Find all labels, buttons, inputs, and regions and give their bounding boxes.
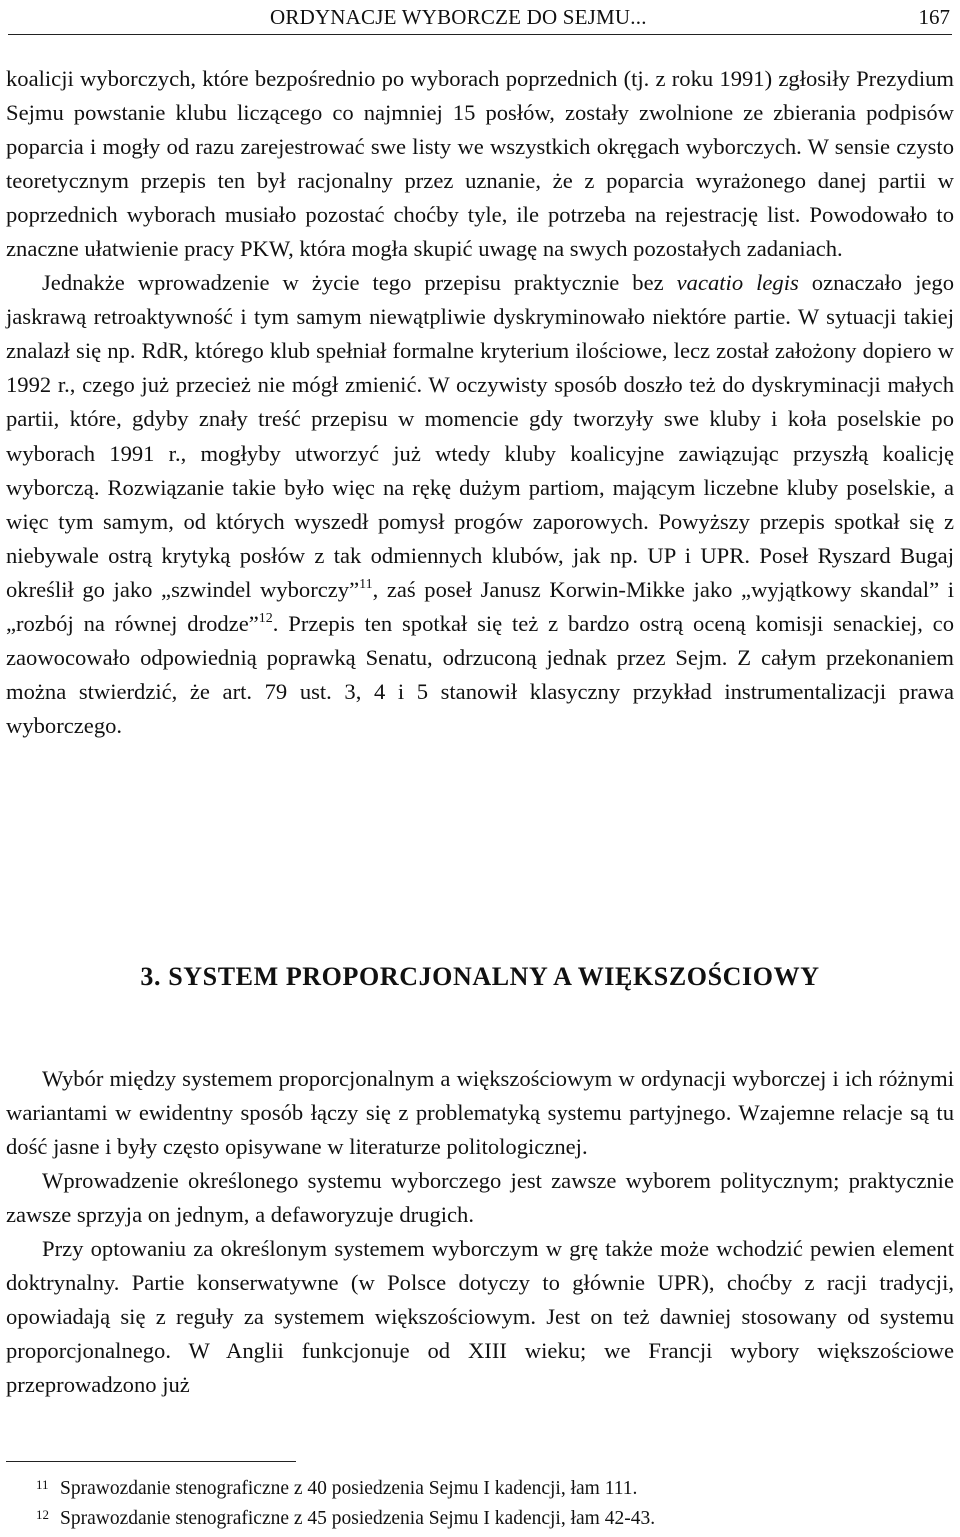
- paragraph: Wprowadzenie określonego systemu wyborczego jest zawsze wyborem politycznym; praktycznie zawsze sprzyja on jednym, a defaworyzuje drugich.: [6, 1168, 954, 1228]
- page-number: 167: [918, 5, 950, 29]
- latin-term: vacatio legis: [676, 270, 799, 296]
- footnote-separator: [6, 1461, 296, 1462]
- footnote-text: Sprawozdanie stenograficzne z 40 posiedzenia Sejmu I kadencji, łam 111.: [60, 1478, 638, 1499]
- paragraph-text: oznaczało jego jaskrawą retroaktywność i tym samym niewątpliwie dyskryminowało niektóre partie. W sytuacji takiej znalazł się np. RdR, którego klub spełniał formalne kryterium ilościowe, lecz został założony dopiero w 1992 r., czego już przecież nie mógł zmienić. W oczywisty sposób doszło też do dyskryminacji małych partii, które, gdyby znały treść przepisu w momencie gdy tworzyły swe kluby i koła poselskie po wyborach 1991 r., mogłyby utworzyć już wtedy kluby koalicyjne zawiązując przyszłą koalicję wyborczą. Rozwiązanie takie było więc na rękę dużym partiom, mającym liczebne kluby poselskie, a więc tym samym, od których wyszedł pomysł progów zaporowych. Powyższy przepis spotkał się z niebywale ostrą krytyką posłów z tak odmiennych klubów, jak np. UP i UPR. Poseł Ryszard Bugaj określił go jako „szwindel wyborczy”: [6, 270, 954, 602]
- footnote: [6, 1474, 946, 1504]
- footnote-text: Sprawozdanie stenograficzne z 45 posiedzenia Sejmu I kadencji, łam 42-43.: [60, 1508, 656, 1529]
- paragraph: [6, 266, 954, 743]
- body-text-bottom: [6, 1062, 954, 1402]
- paragraph: [6, 62, 954, 266]
- paragraph-text: koalicji wyborczych, które bezpośrednio po wyborach poprzednich (tj. z roku 1991) zgłosiły Prezydium Sejmu powstanie klubu liczącego co najmniej 15 posłów, zostały zwolnione ze zbierania podpisów poparcia i mogły od razu zarejestrować swe listy we wszystkich okręgach wyborczych. W sensie czysto teoretycznym przepis ten był racjonalny przez uznanie, że z poparcia wyrażonego danej partii w poprzednich wyborach musiało pozostać choćby tyle, ile potrzeba na rejestrację list. Powodowało to znaczne ułatwienie pracy PKW, która mogła skupić uwagę na swych pozostałych zadaniach.: [6, 66, 954, 262]
- running-title: ORDYNACJE WYBORCZE DO SEJMU...: [270, 5, 647, 29]
- footnote-ref: 11: [359, 576, 373, 592]
- section-heading: 3. SYSTEM PROPORCJONALNY A WIĘKSZOŚCIOWY: [140, 962, 820, 991]
- body-text-top: [6, 62, 954, 743]
- footnote-number: 11: [36, 1477, 49, 1492]
- paragraph-text: . Przepis ten spotkał się też z bardzo ostrą oceną komisji senackiej, co zaowocowało odpowiednią poprawką Senatu, odrzuconą jednak przez Sejm. Z całym przekonaniem można stwierdzić, że art. 79 ust. 3, 4 i 5 stanowił klasyczny przykład instrumentalizacji prawa wyborczego.: [6, 610, 954, 738]
- footnote: [6, 1504, 946, 1534]
- footnotes: [6, 1474, 946, 1534]
- paragraph: Wybór między systemem proporcjonalnym a większościowym w ordynacji wyborczej i ich różnymi wariantami w ewidentny sposób łączy się z problematyką systemu partyjnego. Wzajemne relacje są tu dość jasne i były często opisywane w literaturze politologicznej.: [6, 1066, 954, 1160]
- running-header: [8, 0, 952, 35]
- footnote-number: 12: [36, 1507, 49, 1522]
- footnote-ref: 12: [258, 610, 273, 626]
- paragraph-text: Jednakże wprowadzenie w życie tego przepisu praktycznie bez: [42, 270, 677, 296]
- paragraph-text: , zaś poseł Janusz Korwin-Mikke jako „wyjątkowy skandal” i „rozbój na równej drodze”: [6, 576, 954, 636]
- paragraph: Przy optowaniu za określonym systemem wyborczym w grę także może wchodzić pewien element doktrynalny. Partie konserwatywne (w Polsce dotyczy to głównie UPR), choćby z racji tradycji, opowiadają się z reguły za systemem większościowym. Jest on też dawniej stosowany od systemu proporcjonalnego. W Anglii funkcjonuje od XIII wieku; we Francji wybory większościowe przeprowadzono już: [6, 1236, 954, 1398]
